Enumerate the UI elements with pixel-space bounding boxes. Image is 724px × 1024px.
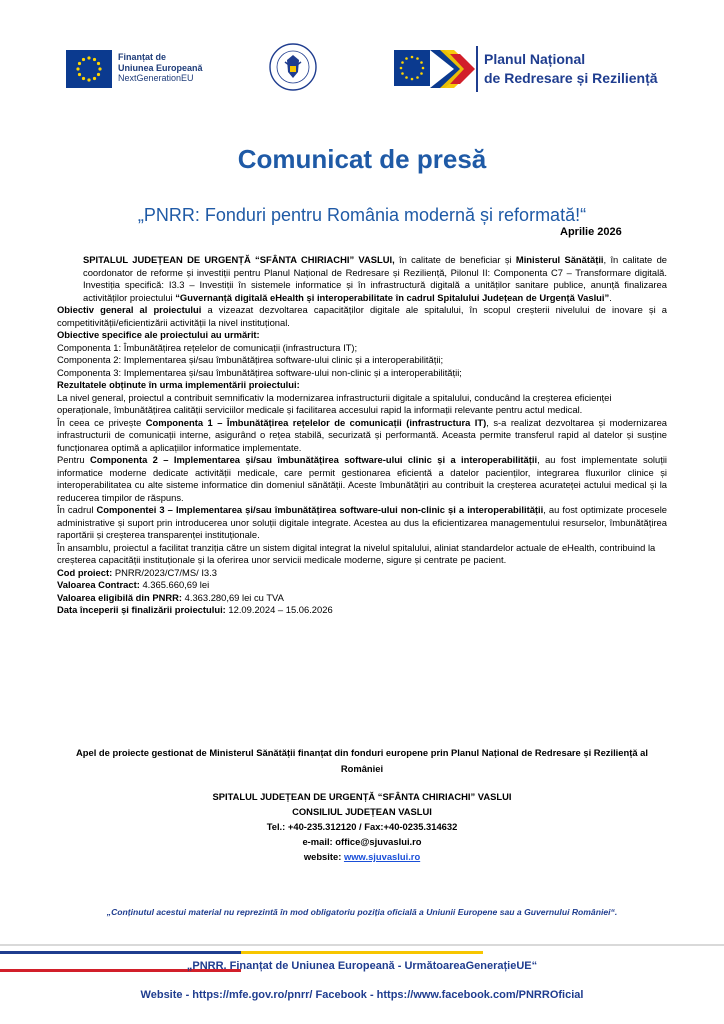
eu-funding-label [118,52,203,84]
footer-band-shadow [0,944,724,946]
result-2-label: Componenta 2 – Implementarea și/sau îmbunătățirea software-ului clinic și a interoperabilității [90,454,538,465]
project-code-value: PNRR/2023/C7/MS/ I3.3 [112,566,217,578]
intro-text-3: . [609,291,612,303]
intro-text-2: , în calitate de coordonator de reforme și investiții pentru Planul Național de Redresare și Reziliență, Pilonul II: Componenta C7 – Transformare digitală. Investiția specifică: I3.3 – Investiții în sistemele informatice și în infrastructură digitală a unităților sanitare publice, anunță finalizarea activităților proiectului [83,254,667,303]
result-3-text-a: În cadrul [57,504,97,515]
eu-line-1: Finanțat de [118,52,167,62]
result-component-3 [57,504,667,542]
result-component-1 [57,417,667,455]
project-code-line [57,567,667,580]
results-label: Rezultatele obținute în urma implementării proiectului: [57,379,300,390]
intro-text-1: în calitate de beneficiar și [394,254,516,265]
eu-line-2: Uniunea Europeană [118,62,203,73]
result-3-label: Componentei 3 – Implementarea și/sau îmbunătățirea software-ului non-clinic și a interoperabilității [96,504,544,515]
call-statement: Apel de proiecte gestionat de Ministerul Sănătății finanțat din fonduri europene prin Planul Național de Redresare și Reziliență al României [76,747,648,774]
summary-paragraph: În ansamblu, proiectul a facilitat tranziția către un sistem digital integrat la nivelul spitalului, aliniat standardelor actuale de eHealth, contribuind la creșterea capacității instituționale și la oferirea unor servicii medicale moderne, sigure și centrate pe pacient. [57,541,656,565]
objective-text: a vizeazat dezvoltarea capacităților digitale ale spitalului, în scopul creșterii nivelului de inovare și a competitivității/eficientizării activității la nivel instituțional. [57,304,667,328]
result-2-text-b: , au fost implementate soluții informatice moderne dedicate activității medicale, care permit gestionarea eficientă a datelor pacienților, integrarea fluxurilor clinice și interoperabilitatea cu alte sisteme informatice din domeniul sănătății. Aceste îmbunătățiri au contribuit la creșterea acurateței actului medical și la reducerea timpilor de răspuns. [57,454,667,503]
beneficiary-name: SPITALUL JUDEȚEAN DE URGENȚĂ “SFÂNTA CHIRIACHI” VASLUI, [83,254,395,265]
project-dates-value: 12.09.2024 – 15.06.2026 [225,604,333,615]
website-label: website: [303,851,344,862]
band-blue [0,951,241,954]
contact-email: e-mail: office@sjuvaslui.ro [302,836,422,847]
ministry-name: Ministerul Sănătății [515,254,604,265]
disclaimer: „Conținutul acestui material nu reprezintă în mod obligatoriu poziția oficială a Uniunii Europene sau a Guvernului României“. [106,907,618,917]
project-dates-label: Data începerii și finalizării proiectului: [57,604,226,615]
project-name: “Guvernanță digitală eHealth și interoperabilitate în cadrul Spitalului Județean de Urgență Vaslui” [175,291,610,303]
contact-website [0,849,724,864]
result-2-text-a: Pentru [57,454,90,465]
result-1-text-b: , s-a realizat dezvoltarea și modernizarea infrastructurii de comunicații interne, asigurând o rețea stabilă, securizată și performantă. Aceasta permite transferul rapid al datelor și susține funcționarea optimă a aplicațiilor informatice implementate. [57,416,667,453]
band-yellow [241,951,482,954]
pnrr-eu-flag-icon [394,50,430,86]
eligible-value-line [57,592,667,605]
org-hospital: SPITALUL JUDEȚEAN DE URGENȚĂ “SFÂNTA CHIRIACHI” VASLUI [212,791,512,802]
project-code-label: Cod proiect: [57,566,113,578]
project-dates-line [57,604,667,617]
contact-phone: Tel.: +40-235.312120 / Fax:+40-0235.314632 [266,821,458,832]
release-date: Aprilie 2026 [560,226,622,238]
press-release-body [57,254,667,617]
specific-objectives-label: Obiective specifice ale proiectului au urmărit: [57,329,260,340]
eu-flag-icon [66,50,112,88]
eligible-value-label: Valoarea eligibilă din PNRR: [57,591,183,603]
contract-value-label: Valoarea Contract: [57,579,140,590]
government-seal-icon [268,42,318,92]
pnrr-logo-text [484,50,658,88]
contract-value-line [57,579,667,592]
page-subtitle: „PNRR: Fonduri pentru România modernă și reformată!“ [137,205,587,225]
component-2-item: Componenta 2: Implementarea și/sau îmbunătățirea software-ului clinic și a interoperabilității; [57,354,444,365]
result-1-label: Componenta 1 – Îmbunătățirea rețelelor de comunicații (infrastructura IT) [145,416,487,428]
specific-objectives-heading [57,329,667,342]
footer-slogan: „PNRR. Finanțat de Uniunea Europeană - UrmătoareaGenerațieUE“ [186,960,538,972]
result-component-2 [57,454,667,504]
footer-links: Website - https://mfe.gov.ro/pnrr/ Facebook - https://www.facebook.com/PNRROficial [140,989,584,1001]
result-1-text-a: În ceea ce privește [57,416,146,428]
results-heading [57,379,667,392]
result-3-text-b: , au fost optimizate procesele administrative și suport prin introducerea unor soluții digitale integrate. Acestea au dus la eficientizarea managementului resurselor, îmbunătățirea raportării și creșterea transparenței instituționale. [57,504,667,540]
pnrr-line-1: Planul Național [484,51,586,67]
org-council: CONSILIUL JUDEȚEAN VASLUI [292,806,432,817]
pnrr-line-2: de Redresare și Reziliență [484,70,658,86]
objective-label: Obiectiv general al proiectului [57,304,202,315]
component-3-item: Componenta 3: Implementarea și/sau îmbunătățirea software-ului non-clinic și a interoperabilității; [57,366,462,378]
pnrr-divider [476,46,478,92]
objective-paragraph [57,304,667,329]
contact-block [0,789,724,864]
romania-arrow-icon [430,44,476,94]
eu-line-3: NextGenerationEU [118,73,194,83]
website-link[interactable]: www.sjuvaslui.ro [343,851,421,862]
component-1-item: Componenta 1: Îmbunătățirea rețelelor de comunicații (infrastructura IT); [57,341,358,353]
eligible-value: 4.363.280,69 lei cu TVA [182,591,284,603]
results-general-paragraph: La nivel general, proiectul a contribuit semnificativ la modernizarea infrastructurii digitale a spitalului, conducând la creșterea eficienței operaționale, îmbunătățirea calității serviciilor medicale și facilitarea accesului rapid la informații relevante pentru actul medical. [57,391,612,415]
contract-value: 4.365.660,69 lei [139,579,210,590]
intro-paragraph [57,254,667,304]
page-title: Comunicat de presă [237,144,487,174]
